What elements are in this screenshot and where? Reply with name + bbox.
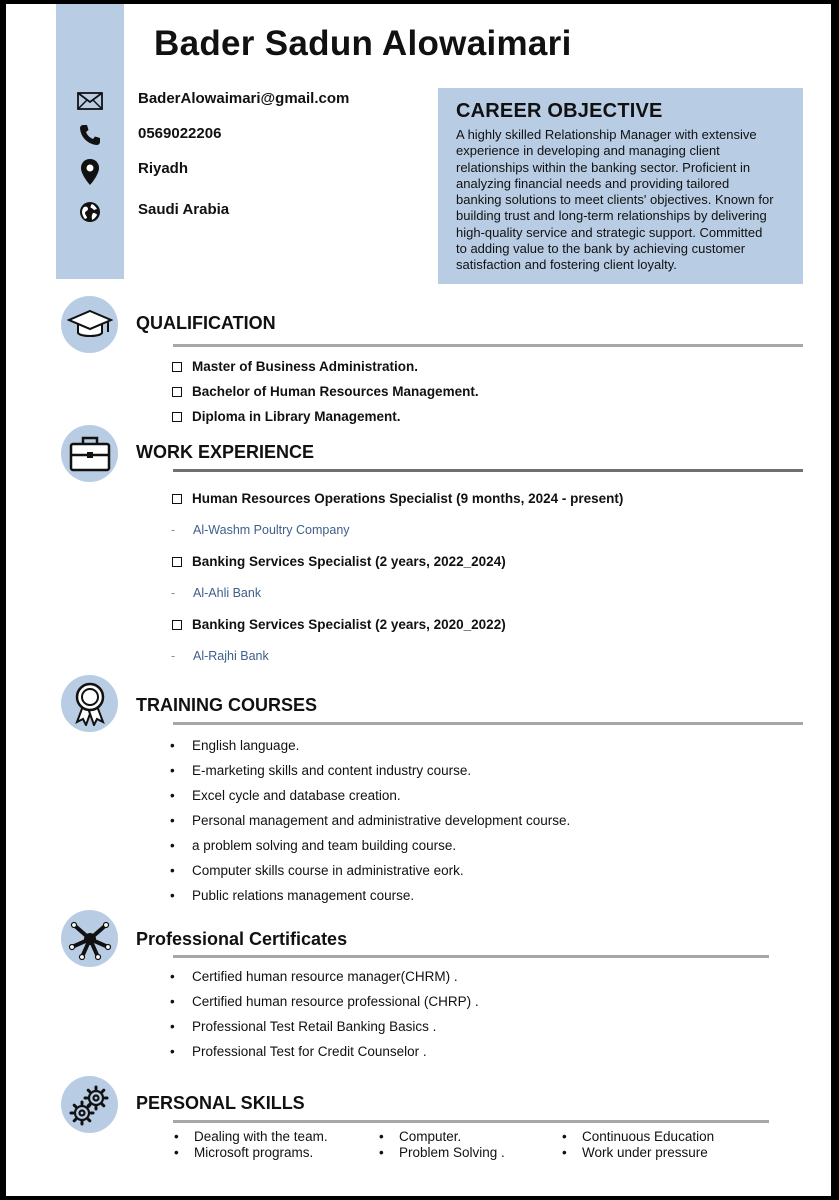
skills-rule (173, 1120, 769, 1123)
training-item: • E-marketing skills and content industry course. (170, 763, 472, 778)
globe-icon (76, 198, 104, 226)
job-role: Banking Services Specialist (2 years, 2022_2024) (172, 554, 506, 569)
phone-text: 0569022206 (138, 125, 222, 142)
career-line: relationships within the banking sector. Proficient in (456, 159, 751, 175)
training-item: • Public relations management course. (170, 888, 415, 903)
job-role: Banking Services Specialist (2 years, 2020_2022) (172, 617, 506, 632)
qualification-item: Diploma in Library Management. (172, 409, 401, 424)
certificate-item: • Certified human resource professional (CHRP) . (170, 994, 479, 1009)
city-text: Riyadh (138, 160, 189, 177)
skill-item: • Continuous Education (562, 1129, 715, 1144)
skill-item: • Dealing with the team. (174, 1129, 328, 1144)
email-text: BaderAlowaimari@gmail.com (138, 90, 350, 107)
training-title: TRAINING COURSES (136, 695, 318, 715)
work-experience-title: WORK EXPERIENCE (136, 442, 315, 462)
candidate-name: Bader Sadun Alowaimari (154, 24, 572, 63)
certificate-item: • Professional Test for Credit Counselor . (170, 1044, 427, 1059)
career-objective-text (456, 127, 791, 274)
career-line: to adding value to the bank by achieving customer (456, 241, 746, 257)
phone-icon (76, 121, 104, 149)
career-objective-box (438, 88, 803, 284)
envelope-icon (76, 87, 104, 115)
training-item: • English language. (170, 738, 300, 753)
skills-title: PERSONAL SKILLS (136, 1093, 305, 1113)
career-objective-title: CAREER OBJECTIVE (456, 100, 663, 122)
work-experience-rule (173, 469, 803, 472)
training-rule (173, 722, 803, 725)
skill-item: • Problem Solving . (379, 1145, 505, 1160)
skill-item: • Microsoft programs. (174, 1145, 314, 1160)
job-company: - Al-Washm Poultry Company (171, 523, 350, 537)
career-line: building trust and long-term relationships by delivering (456, 208, 767, 224)
training-item: • Computer skills course in administrative eork. (170, 863, 464, 878)
training-item: • Personal management and administrative development course. (170, 813, 571, 828)
qualification-item: Master of Business Administration. (172, 359, 418, 374)
training-item: • a problem solving and team building course. (170, 838, 457, 853)
career-line: satisfaction and fostering client loyalty. (456, 257, 677, 273)
job-role: Human Resources Operations Specialist (9 months, 2024 - present) (172, 491, 623, 506)
qualification-item: Bachelor of Human Resources Management. (172, 384, 479, 399)
qualification-title: QUALIFICATION (136, 313, 276, 333)
career-line: high-quality service and strategic support. Committed (456, 224, 763, 240)
certificates-rule (173, 955, 769, 958)
location-pin-icon (76, 158, 104, 186)
certificate-item: • Certified human resource manager(CHRM) . (170, 969, 458, 984)
career-line: banking solutions to meet clients' objectives. Known for (456, 192, 774, 208)
ribbon-award-icon (61, 675, 118, 732)
job-company: - Al-Ahli Bank (171, 586, 262, 600)
qualification-rule (173, 344, 803, 347)
briefcase-icon (61, 425, 118, 482)
resume-page (6, 4, 831, 1196)
country-text: Saudi Arabia (138, 201, 230, 218)
graduation-cap-icon (61, 296, 118, 353)
certificates-title: Professional Certificates (136, 929, 348, 949)
job-company: - Al-Rajhi Bank (171, 649, 269, 663)
career-line: A highly skilled Relationship Manager with extensive (456, 127, 757, 142)
skill-item: • Work under pressure (562, 1145, 708, 1160)
career-line: experience in developing and managing client (456, 143, 720, 159)
career-line: analyzing financial needs and providing tailored (456, 175, 730, 191)
handshake-team-icon (61, 910, 118, 967)
training-item: • Excel cycle and database creation. (170, 788, 401, 803)
skill-item: • Computer. (379, 1129, 462, 1144)
certificate-item: • Professional Test Retail Banking Basics . (170, 1019, 437, 1034)
gears-icon (61, 1076, 118, 1133)
